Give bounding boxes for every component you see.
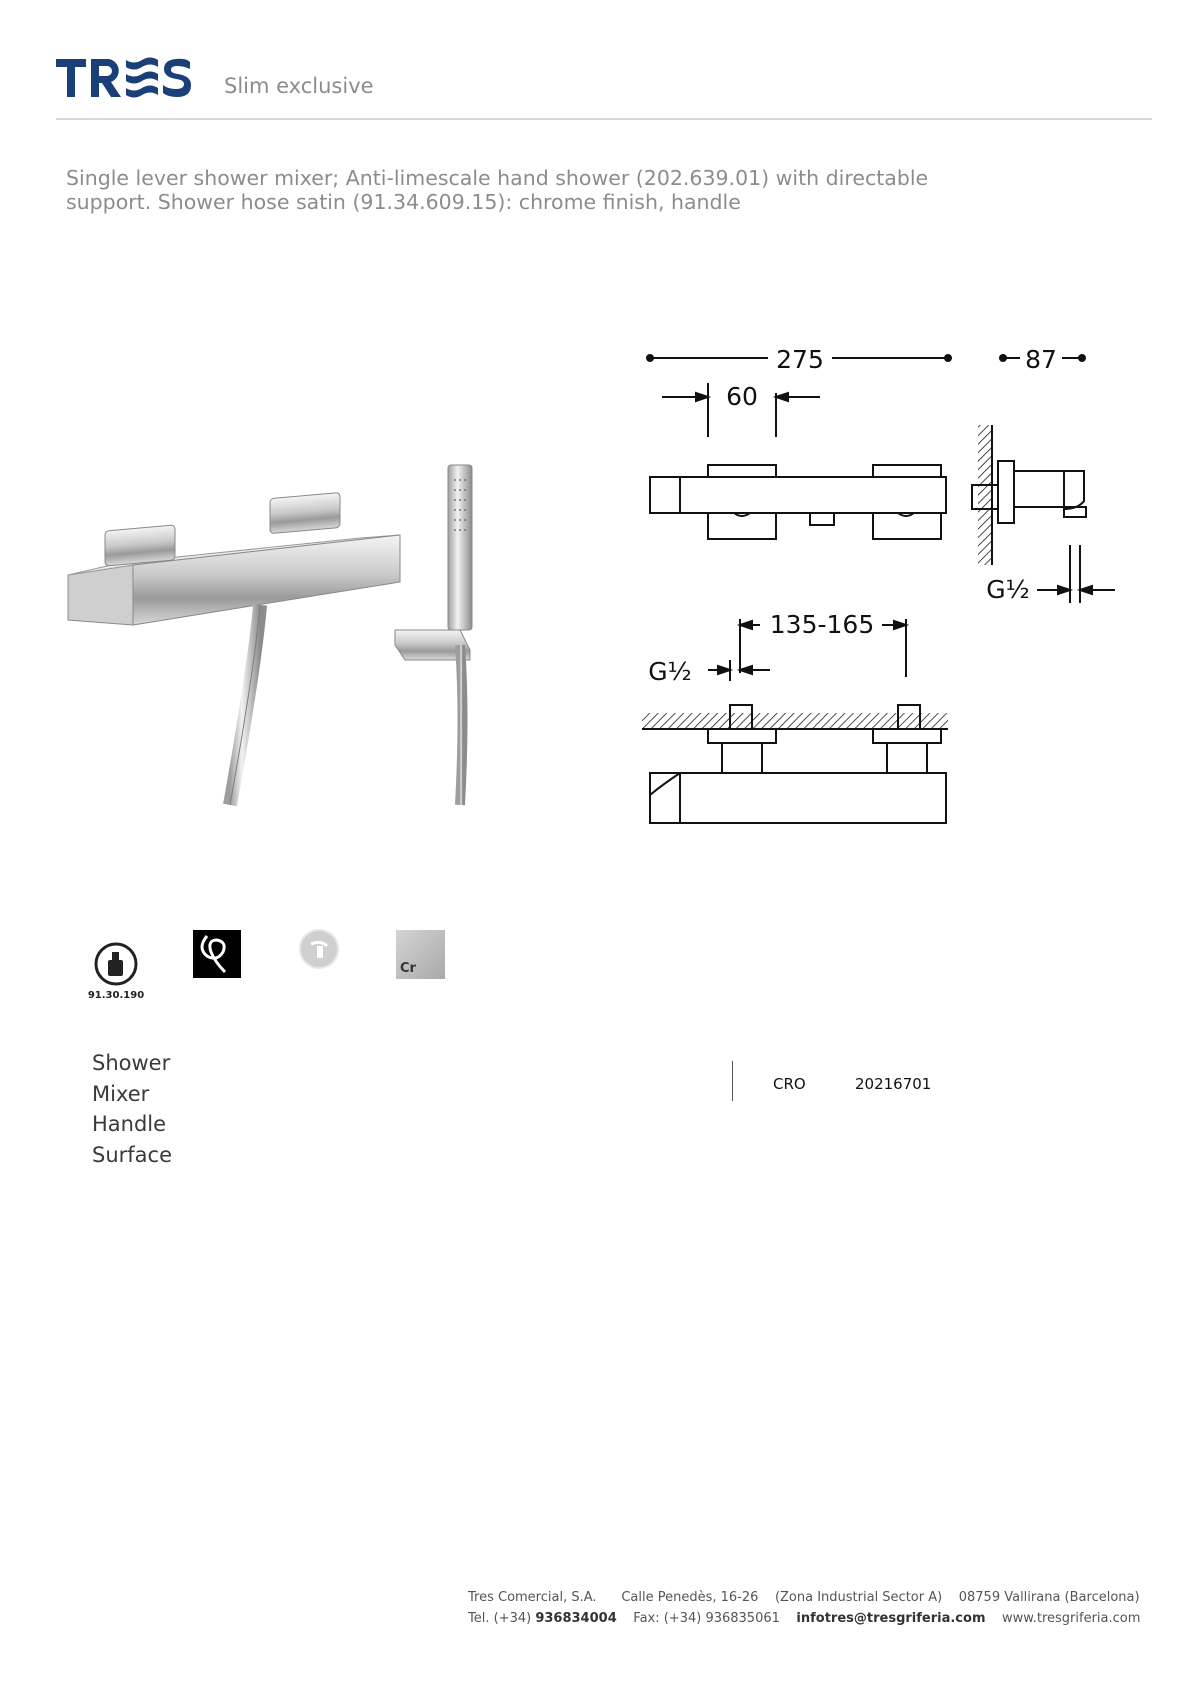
footer-city: 08759 Vallirana (Barcelona) bbox=[958, 1590, 1140, 1605]
dim-centers-label: 135-165 bbox=[769, 610, 875, 639]
dim-handle-label: 60 bbox=[726, 382, 758, 411]
spec-item: Mixer bbox=[92, 1081, 150, 1106]
header-divider bbox=[56, 118, 1152, 120]
dim-depth-label: 87 bbox=[1025, 345, 1057, 374]
footer-tel: 936834004 bbox=[535, 1610, 617, 1626]
footer-tel-prefix: Tel. (+34) bbox=[468, 1610, 536, 1626]
footer-fax: Fax: (+34) 936835061 bbox=[633, 1610, 780, 1626]
spec-item: Surface bbox=[92, 1142, 173, 1167]
spec-list bbox=[92, 1048, 172, 1170]
footer-web-link[interactable]: www.tresgriferia.com bbox=[1002, 1610, 1141, 1626]
footer-address: Calle Penedès, 16-26 bbox=[621, 1590, 759, 1605]
footer-email-link[interactable]: infotres@tresgriferia.com bbox=[796, 1610, 986, 1626]
finish-code: CRO bbox=[773, 1075, 806, 1093]
product-photo bbox=[60, 455, 480, 805]
tres-logo bbox=[56, 56, 191, 100]
spec-item: Handle bbox=[92, 1112, 167, 1136]
series-name: Slim exclusive bbox=[224, 74, 374, 98]
product-reference: 20216701 bbox=[855, 1075, 932, 1093]
handle-icon bbox=[298, 928, 340, 974]
technical-drawing bbox=[630, 325, 1130, 845]
spec-item: Shower bbox=[92, 1051, 171, 1075]
hose-icon bbox=[193, 930, 241, 978]
footer bbox=[468, 1588, 1140, 1629]
finish-label: Cr bbox=[400, 961, 416, 976]
thread-plan-label: G½ bbox=[648, 657, 692, 686]
footer-company: Tres Comercial, S.A. bbox=[468, 1590, 597, 1605]
chrome-finish-icon bbox=[396, 930, 445, 979]
code-divider bbox=[732, 1061, 733, 1101]
dim-width-label: 275 bbox=[776, 345, 824, 374]
footer-zone: (Zona Industrial Sector A) bbox=[774, 1590, 943, 1605]
kit-code-label: 91.30.190 bbox=[87, 990, 145, 1001]
product-description: Single lever shower mixer; Anti-limescale hand shower (202.639.01) with directable support. Shower hose satin (91.34.609.15): chrome finish, handle bbox=[66, 166, 929, 214]
kit-code-icon bbox=[87, 940, 145, 1006]
thread-side-label: G½ bbox=[986, 575, 1030, 604]
